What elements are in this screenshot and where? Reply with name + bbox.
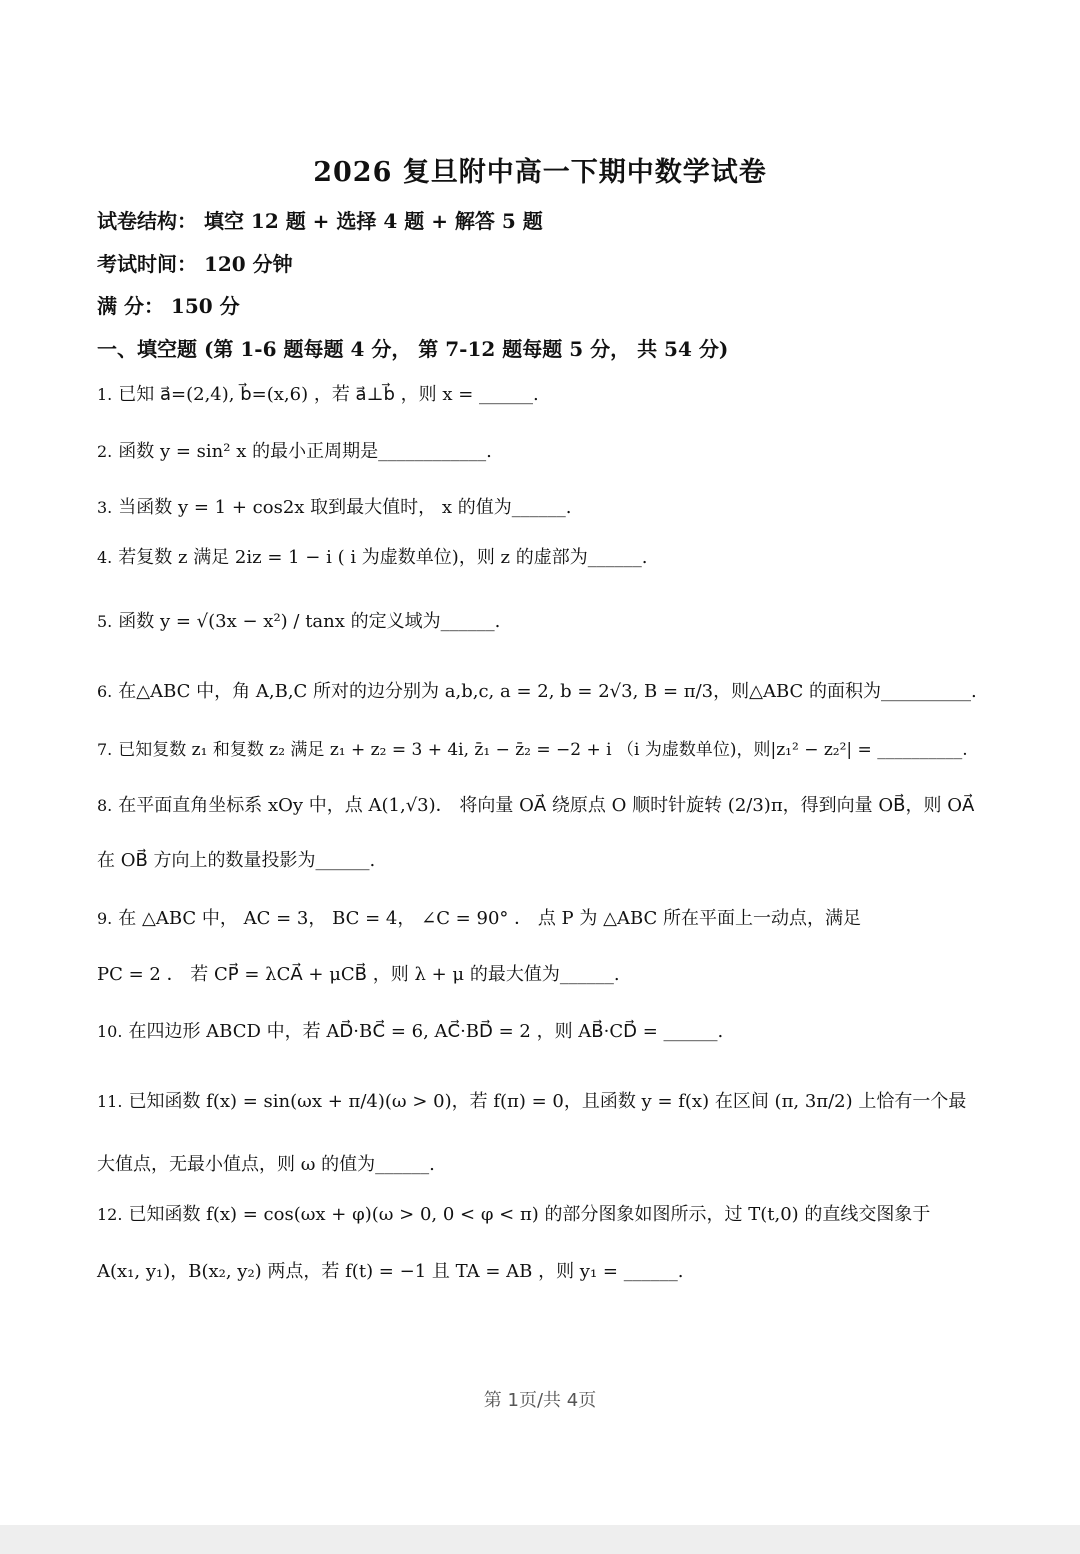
- question-number: 11.: [97, 1092, 123, 1111]
- question-7: [97, 735, 968, 765]
- question-11: [97, 1087, 966, 1117]
- question-1: [97, 380, 539, 410]
- question-text: 已知 a⃗=(2,4), b⃗=(x,6) ，若 a⃗⊥b⃗ ，则 x = ______.: [118, 384, 539, 405]
- question-9-continued: PC = 2 ． 若 CP⃗ = λCA⃗ + μCB⃗ ，则 λ + μ 的最大值为______.: [97, 964, 620, 985]
- question-8: [97, 791, 974, 821]
- question-text: 已知函数 f(x) = sin(ωx + π/4)(ω > 0)，若 f(π) = 0，且函数 y = f(x) 在区间 (π, 3π/2) 上恰有一个最: [128, 1091, 967, 1112]
- question-number: 12.: [97, 1205, 123, 1224]
- question-number: 6.: [97, 682, 113, 701]
- question-number: 1.: [97, 385, 113, 404]
- question-number: 5.: [97, 612, 113, 631]
- question-text: 在平面直角坐标系 xOy 中，点 A(1,√3)． 将向量 OA⃗ 绕原点 O 顺时针旋转 (2/3)π，得到向量 OB⃗，则 OA⃗: [118, 795, 975, 816]
- question-11-continued: 大值点，无最小值点，则 ω 的值为______.: [97, 1154, 435, 1175]
- exam-score: 满 分： 150 分: [97, 294, 240, 318]
- question-9: [97, 904, 861, 934]
- question-3: [97, 493, 571, 523]
- question-10: [97, 1017, 723, 1047]
- question-text: 当函数 y = 1 + cos2x 取到最大值时， x 的值为______.: [118, 497, 572, 518]
- question-number: 7.: [97, 740, 113, 759]
- question-2: [97, 437, 492, 467]
- question-text: 已知函数 f(x) = cos(ωx + φ)(ω > 0, 0 < φ < π) 的部分图象如图所示，过 T(t,0) 的直线交图象于: [128, 1204, 931, 1225]
- question-8-continued: 在 OB⃗ 方向上的数量投影为______.: [97, 850, 376, 871]
- question-5: [97, 607, 500, 637]
- question-number: 9.: [97, 909, 113, 928]
- question-text: 函数 y = √(3x − x²) / tanx 的定义域为______.: [118, 611, 501, 632]
- question-text: 在△ABC 中，角 A,B,C 所对的边分别为 a,b,c, a = 2, b = 2√3, B = π/3，则△ABC 的面积为__________.: [118, 681, 977, 702]
- question-6: [97, 677, 977, 707]
- question-12-continued: A(x₁, y₁)，B(x₂, y₂) 两点，若 f(t) = −1 且 TA = AB ，则 y₁ = ______.: [97, 1261, 684, 1282]
- page-number-footer: 第 1页/共 4页: [483, 1390, 597, 1411]
- question-text: 已知复数 z₁ 和复数 z₂ 满足 z₁ + z₂ = 3 + 4i, z̄₁ − z̄₂ = −2 + i （i 为虚数单位)，则|z₁² − z₂²| = __________.: [118, 740, 968, 760]
- question-number: 3.: [97, 498, 113, 517]
- question-number: 4.: [97, 548, 113, 567]
- question-number: 8.: [97, 796, 113, 815]
- question-number: 10.: [97, 1022, 123, 1041]
- viewer-bottom-bar: [0, 1525, 1080, 1554]
- question-text: 函数 y = sin² x 的最小正周期是____________.: [118, 441, 492, 462]
- question-number: 2.: [97, 442, 113, 461]
- exam-structure: 试卷结构： 填空 12 题 + 选择 4 题 + 解答 5 题: [97, 209, 543, 233]
- page-title: 2026 复旦附中高一下期中数学试卷: [313, 157, 767, 188]
- question-4: [97, 543, 647, 573]
- question-text: 若复数 z 满足 2iz = 1 − i ( i 为虚数单位)，则 z 的虚部为______.: [118, 547, 648, 568]
- question-12: [97, 1200, 930, 1230]
- section-heading: 一、填空题 (第 1-6 题每题 4 分， 第 7-12 题每题 5 分， 共 54 分): [97, 337, 729, 361]
- question-text: 在四边形 ABCD 中，若 AD⃗·BC⃗ = 6, AC⃗·BD⃗ = 2 ，则 AB⃗·CD⃗ = ______.: [128, 1021, 724, 1042]
- question-text: 在 △ABC 中， AC = 3， BC = 4， ∠C = 90° ． 点 P 为 △ABC 所在平面上一动点，满足: [118, 908, 862, 929]
- exam-time: 考试时间： 120 分钟: [97, 252, 293, 276]
